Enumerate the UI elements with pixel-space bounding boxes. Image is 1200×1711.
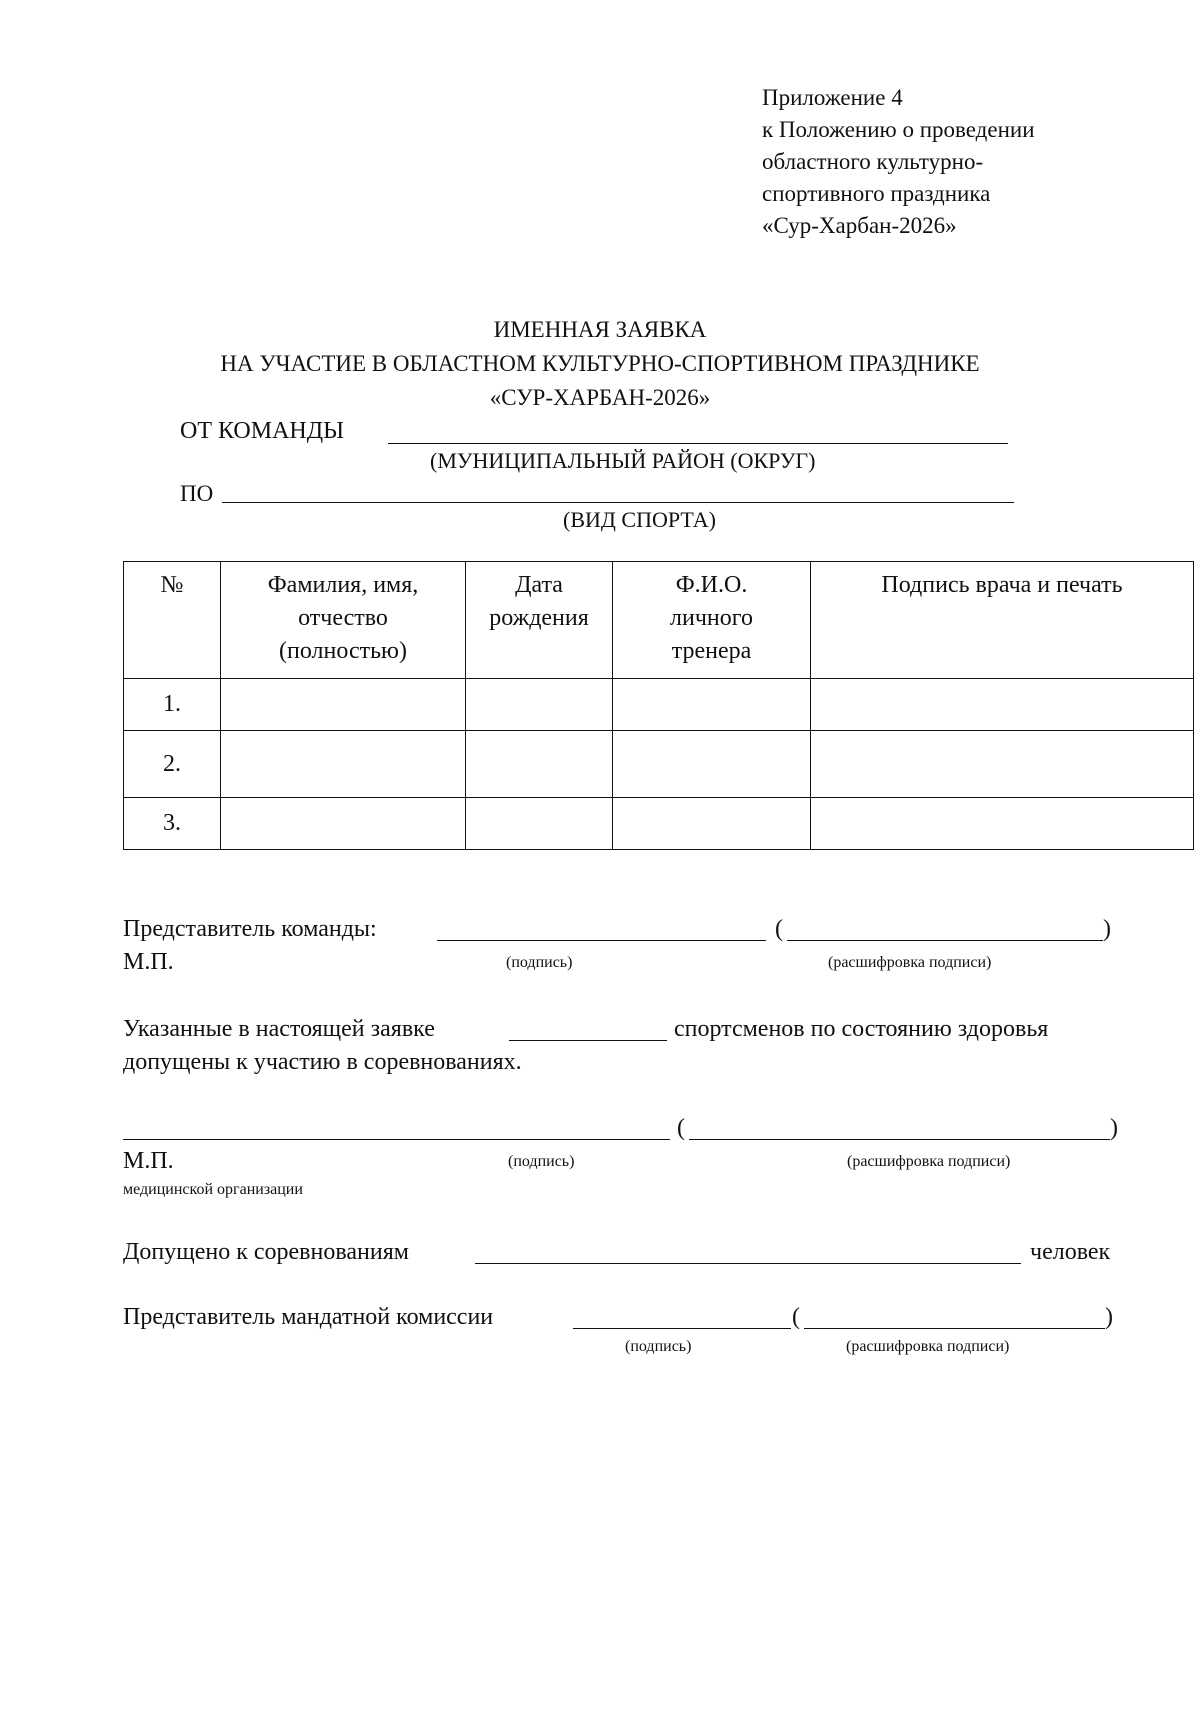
header-full-name: Фамилия, имя, отчество (полностью) [221,562,466,679]
cell-full-name[interactable] [221,679,466,731]
commission-decoding-field[interactable] [804,1328,1105,1329]
cell-full-name[interactable] [221,731,466,798]
row-number: 3. [124,798,221,850]
open-paren: ( [792,1304,800,1330]
table-row [124,798,1194,850]
open-paren: ( [677,1115,685,1141]
close-paren: ) [1105,1304,1113,1330]
close-paren: ) [1103,916,1111,942]
annex-line: Приложение 4 [762,85,903,110]
title-line-2: НА УЧАСТИЕ В ОБЛАСТНОМ КУЛЬТУРНО-СПОРТИВНОМ ПРАЗДНИКЕ [220,351,980,376]
cell-doctor-signature[interactable] [811,679,1194,731]
cell-coach[interactable] [613,798,811,850]
header-coach: Ф.И.О. личного тренера [613,562,811,679]
medical-decoding-field[interactable] [689,1139,1110,1140]
header-doctor-signature: Подпись врача и печать [811,562,1194,679]
cell-birth-date[interactable] [466,731,613,798]
health-text-after: спортсменов по состоянию здоровья [674,1016,1049,1042]
admitted-count-field[interactable] [475,1263,1021,1264]
decoding-caption: (расшифровка подписи) [846,1338,1010,1355]
cell-coach[interactable] [613,731,811,798]
team-rep-label: Представитель команды: [123,916,377,942]
signature-caption: (подпись) [506,954,573,971]
commission-label: Представитель мандатной комиссии [123,1304,494,1330]
document-title [0,313,1200,415]
signature-caption: (подпись) [508,1153,575,1170]
participants-table [123,561,1194,850]
annex-line: к Положению о проведении [762,117,1035,142]
team-field[interactable] [388,443,1008,444]
medical-signature-field[interactable] [123,1139,670,1140]
annex-block [762,82,1162,242]
cell-coach[interactable] [613,679,811,731]
annex-line: «Сур-Харбан-2026» [762,213,957,238]
team-rep-mp: М.П. [123,949,174,975]
row-number: 1. [124,679,221,731]
title-line-1: ИМЕННАЯ ЗАЯВКА [493,317,707,342]
cell-doctor-signature[interactable] [811,798,1194,850]
team-label: ОТ КОМАНДЫ [180,418,345,444]
cell-full-name[interactable] [221,798,466,850]
sport-label: ПО [180,481,214,506]
signature-caption: (подпись) [625,1338,692,1355]
table-row [124,731,1194,798]
decoding-caption: (расшифровка подписи) [847,1153,1011,1170]
commission-signature-field[interactable] [573,1328,791,1329]
cell-birth-date[interactable] [466,679,613,731]
title-line-3: «СУР-ХАРБАН-2026» [489,385,711,410]
cell-birth-date[interactable] [466,798,613,850]
row-number: 2. [124,731,221,798]
team-caption: (МУНИЦИПАЛЬНЫЙ РАЙОН (ОКРУГ) [430,448,816,473]
team-rep-signature-field[interactable] [437,940,766,941]
admitted-label: Допущено к соревнованиям [123,1239,409,1265]
decoding-caption: (расшифровка подписи) [828,954,992,971]
medical-mp: М.П. [123,1148,174,1174]
close-paren: ) [1110,1115,1118,1141]
admitted-unit: человек [1030,1239,1111,1265]
sport-caption: (ВИД СПОРТА) [563,507,716,532]
cell-doctor-signature[interactable] [811,731,1194,798]
header-birth-date: Дата рождения [466,562,613,679]
open-paren: ( [775,916,783,942]
health-text-before: Указанные в настоящей заявке [123,1016,435,1042]
annex-line: областного культурно- [762,149,984,174]
sport-field[interactable] [222,502,1014,503]
table-header-row [124,562,1194,679]
annex-line: спортивного праздника [762,181,991,206]
team-rep-decoding-field[interactable] [787,940,1103,941]
athletes-count-field[interactable] [509,1040,667,1041]
table-row [124,679,1194,731]
health-line-2: допущены к участию в соревнованиях. [123,1049,522,1075]
header-num: № [124,562,221,679]
medical-org-label: медицинской организации [123,1181,303,1198]
